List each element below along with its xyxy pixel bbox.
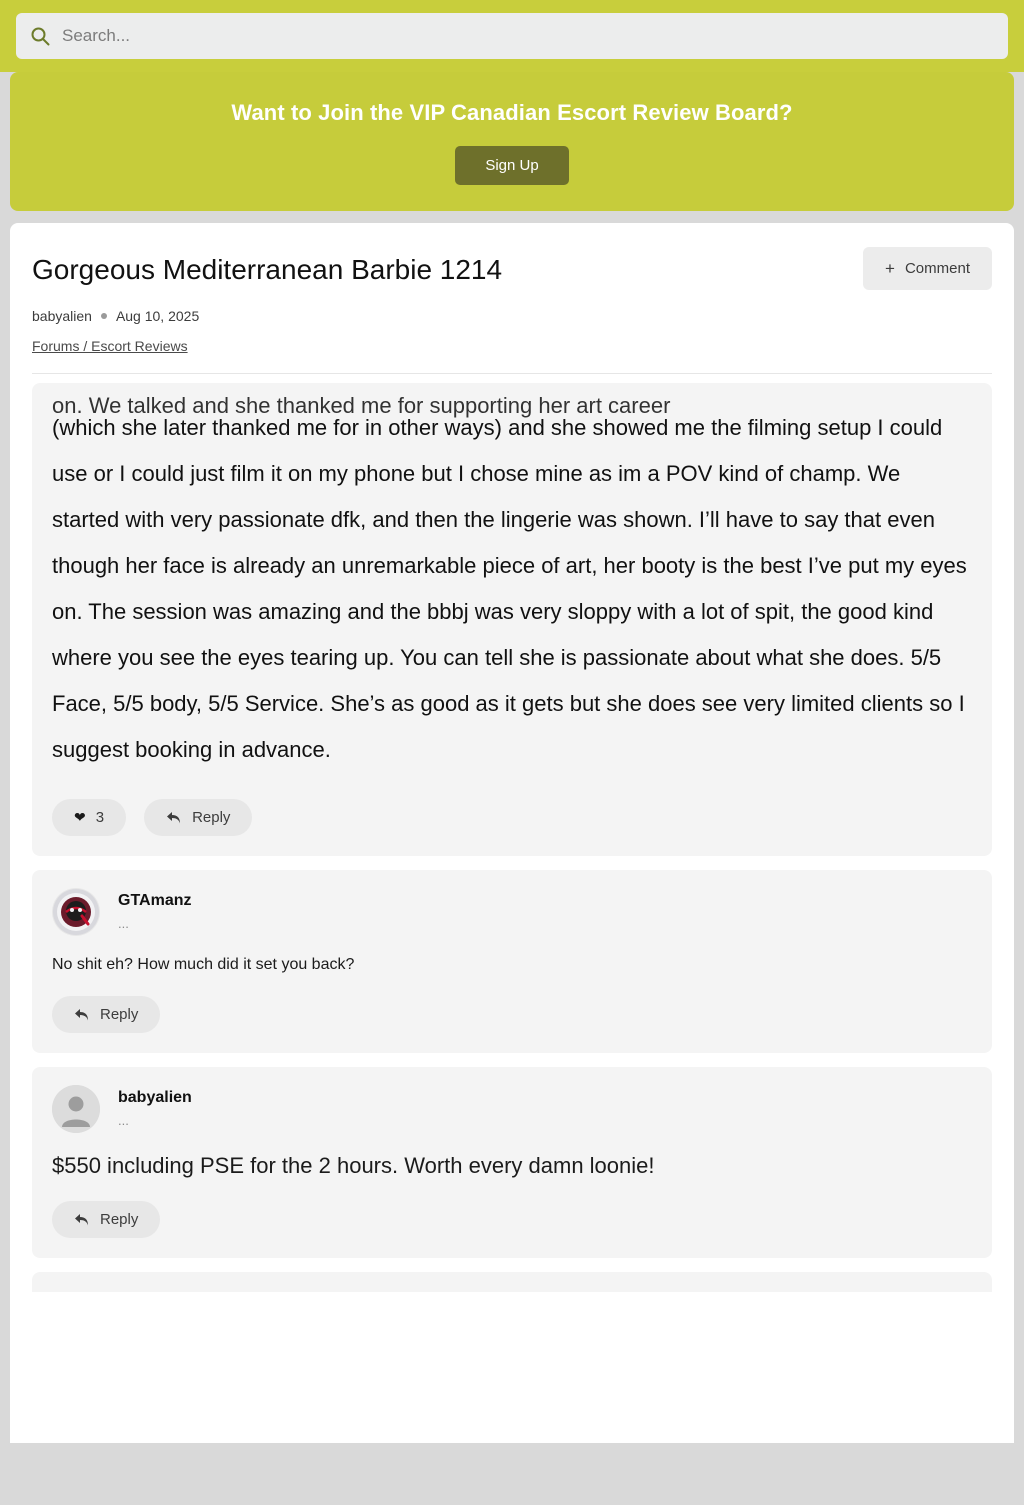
search-bar [0,0,1024,72]
thread-card [10,223,1014,1443]
comment-text: No shit eh? How much did it set you back? [52,956,355,973]
sign-up-button[interactable]: Sign Up [455,146,568,185]
comment-author[interactable]: GTAmanz [118,892,192,909]
thread-header [32,247,992,290]
comment-header [52,888,972,936]
breadcrumb[interactable]: Forums / Escort Reviews [32,338,188,354]
reply-label: Reply [192,809,231,826]
comment-author[interactable]: babyalien [118,1089,192,1107]
header-divider [32,373,992,374]
search-icon [30,26,50,46]
add-comment-button[interactable] [863,247,992,290]
post-clipped-line: on. We talked and she thanked me for supporting her art career [52,393,671,418]
page-title: Gorgeous Mediterranean Barbie 1214 [32,254,503,285]
vip-signup-banner [10,72,1014,211]
comment-header [52,1085,972,1133]
list-item [32,1067,992,1258]
default-user-avatar[interactable] [52,1085,100,1133]
raptors-logo-avatar[interactable] [52,888,100,936]
post-text: (which she later thanked me for in other ways) and she showed me the filming setup I could use or I could just film it on my phone but I chose mine as im a POV kind of champ. We started with very passionate dfk, and then the lingerie was shown. I’ll have to say that even though her face is already an unremarkable piece of art, her booty is the best I’ve put my eyes on. The session was amazing and the bbbj was very sloppy with a lot of spit, the good kind where you see the eyes tearing up. You can tell she is passionate about what she does. 5/5 Face, 5/5 body, 5/5 Service. She’s as good as it gets but she does see very limited clients so I suggest booking in advance. [52,415,967,762]
comment-text: $550 including PSE for the 2 hours. Worth every damn loonie! [52,1153,655,1179]
post-actions [52,799,972,836]
list-item [32,870,992,1053]
plus-icon: + [885,259,895,278]
comment-reply-label: Reply [100,1211,139,1229]
reply-button[interactable] [144,799,252,836]
comment-author-block [118,888,191,931]
comment-author-block [118,1085,192,1128]
comment-reply-button[interactable] [52,1201,160,1238]
comment-reply-label: Reply [100,1006,139,1024]
comment-subtext: ... [118,916,129,931]
comment-actions [52,996,972,1033]
banner-title: Want to Join the VIP Canadian Escort Review Board? [231,100,793,125]
thread-author[interactable]: babyalien [32,308,92,324]
heart-icon: ❤ [74,809,86,825]
like-button[interactable] [52,799,126,836]
reply-arrow-icon [74,1213,90,1227]
meta-separator-dot [101,313,107,319]
thread-date: Aug 10, 2025 [115,308,200,324]
comment-actions [52,1201,972,1238]
banner-wrapper [0,72,1024,211]
search-placeholder: Search... [62,26,131,45]
next-comment-peek [32,1272,992,1292]
add-comment-label: Comment [904,260,970,277]
comment-reply-button[interactable] [52,996,160,1033]
reply-arrow-icon [74,1008,90,1022]
post-body-block [32,383,992,856]
search-input[interactable] [16,13,1008,59]
reply-arrow-icon [166,811,182,825]
like-count: 3 [95,809,105,826]
comment-subtext: ... [118,1113,129,1129]
thread-meta [32,308,992,324]
